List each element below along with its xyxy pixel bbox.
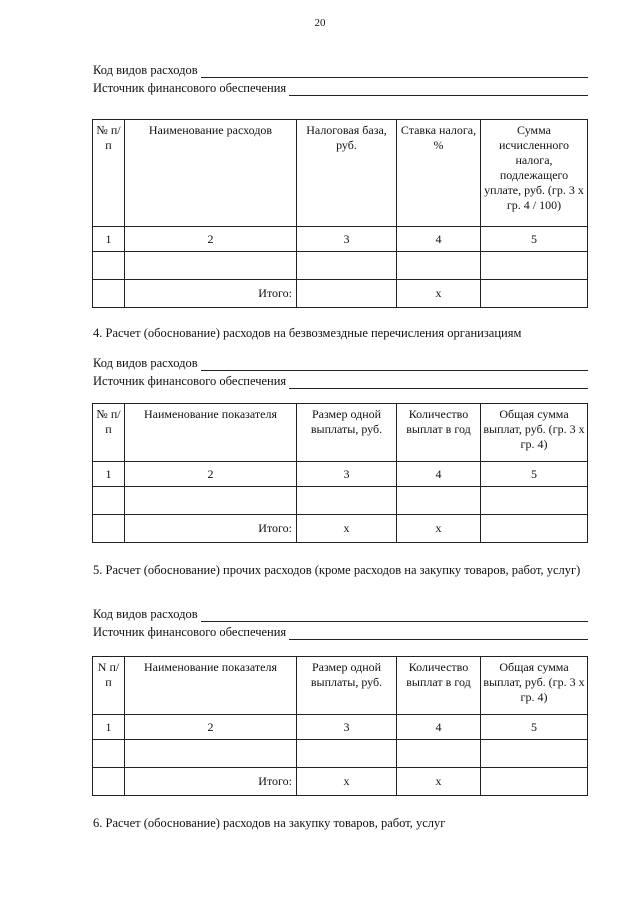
source-label: Источник финансового обеспечения [93,625,287,639]
total-cell[interactable] [481,280,588,308]
number-cell: 4 [397,715,481,740]
total-row [93,768,588,796]
empty-cell[interactable] [93,252,125,280]
header-cell: № п/п [93,120,125,227]
empty-cell[interactable] [93,740,125,768]
kvr-label: Код видов расходов [93,607,198,621]
number-cell: 3 [297,462,397,487]
number-cell: 1 [93,462,125,487]
source-field [93,80,588,96]
total-x: x [397,515,481,543]
header-cell: Размер одной выплаты, руб. [297,404,397,462]
source-field [93,373,588,389]
number-cell: 2 [125,227,297,252]
empty-cell[interactable] [297,487,397,515]
table-header-row [93,657,588,715]
source-line[interactable] [289,376,588,389]
empty-cell[interactable] [125,487,297,515]
total-cell[interactable] [297,280,397,308]
source-line[interactable] [289,83,588,96]
table-row [93,740,588,768]
kvr-field [93,355,588,371]
number-cell: 3 [297,227,397,252]
section-6-heading: 6. Расчет (обоснование) расходов на закупку товаров, работ, услуг [93,816,446,830]
header-cell: Сумма исчисленного налога, подлежащего уплате, руб. (гр. 3 x гр. 4 / 100) [481,120,588,227]
total-x: x [297,515,397,543]
empty-cell[interactable] [481,740,588,768]
number-cell: 2 [125,462,297,487]
empty-cell[interactable] [297,740,397,768]
kvr-line[interactable] [201,358,588,371]
source-line[interactable] [289,627,588,640]
empty-cell[interactable] [125,740,297,768]
section-5-heading: 5. Расчет (обоснование) прочих расходов (кроме расходов на закупку товаров, работ, услуг) [93,563,581,577]
header-cell: Количество выплат в год [397,404,481,462]
number-cell: 2 [125,715,297,740]
number-cell: 4 [397,462,481,487]
table-number-row [93,227,588,252]
number-cell: 1 [93,227,125,252]
table-row [93,252,588,280]
total-x: x [397,280,481,308]
table-row [93,487,588,515]
header-cell: Общая сумма выплат, руб. (гр. 3 x гр. 4) [481,404,588,462]
section-4-heading: 4. Расчет (обоснование) расходов на безвозмездные перечисления организациям [93,326,522,340]
table-number-row [93,462,588,487]
empty-cell[interactable] [125,252,297,280]
kvr-field [93,606,588,622]
table-header-row [93,404,588,462]
page-number: 20 [314,17,326,29]
table-header-row [93,120,588,227]
kvr-label: Код видов расходов [93,356,198,370]
empty-cell[interactable] [397,487,481,515]
empty-cell [93,768,125,796]
number-cell: 1 [93,715,125,740]
source-field [93,624,588,640]
total-cell[interactable] [481,515,588,543]
number-cell: 3 [297,715,397,740]
empty-cell [93,515,125,543]
empty-cell[interactable] [481,487,588,515]
header-cell: N п/п [93,657,125,715]
empty-cell [93,280,125,308]
kvr-line[interactable] [201,609,588,622]
transfers-table [92,403,588,543]
source-label: Источник финансового обеспечения [93,81,287,95]
total-label: Итого: [125,515,297,543]
total-x: x [297,768,397,796]
header-cell: Налоговая база, руб. [297,120,397,227]
header-cell: Наименование расходов [125,120,297,227]
header-cell: Размер одной выплаты, руб. [297,657,397,715]
header-cell: Количество выплат в год [397,657,481,715]
total-label: Итого: [125,280,297,308]
tax-table [92,119,588,308]
number-cell: 5 [481,462,588,487]
table-number-row [93,715,588,740]
number-cell: 4 [397,227,481,252]
kvr-line[interactable] [201,65,588,78]
empty-cell[interactable] [93,487,125,515]
kvr-label: Код видов расходов [93,63,198,77]
total-x: x [397,768,481,796]
total-row [93,515,588,543]
header-cell: Наименование показателя [125,657,297,715]
kvr-field [93,62,588,78]
header-cell: Ставка налога, % [397,120,481,227]
header-cell: Общая сумма выплат, руб. (гр. 3 x гр. 4) [481,657,588,715]
empty-cell[interactable] [397,252,481,280]
header-cell: № п/п [93,404,125,462]
header-cell: Наименование показателя [125,404,297,462]
total-label: Итого: [125,768,297,796]
source-label: Источник финансового обеспечения [93,374,287,388]
empty-cell[interactable] [397,740,481,768]
empty-cell[interactable] [481,252,588,280]
number-cell: 5 [481,715,588,740]
number-cell: 5 [481,227,588,252]
empty-cell[interactable] [297,252,397,280]
other-expenses-table [92,656,588,796]
total-row [93,280,588,308]
total-cell[interactable] [481,768,588,796]
